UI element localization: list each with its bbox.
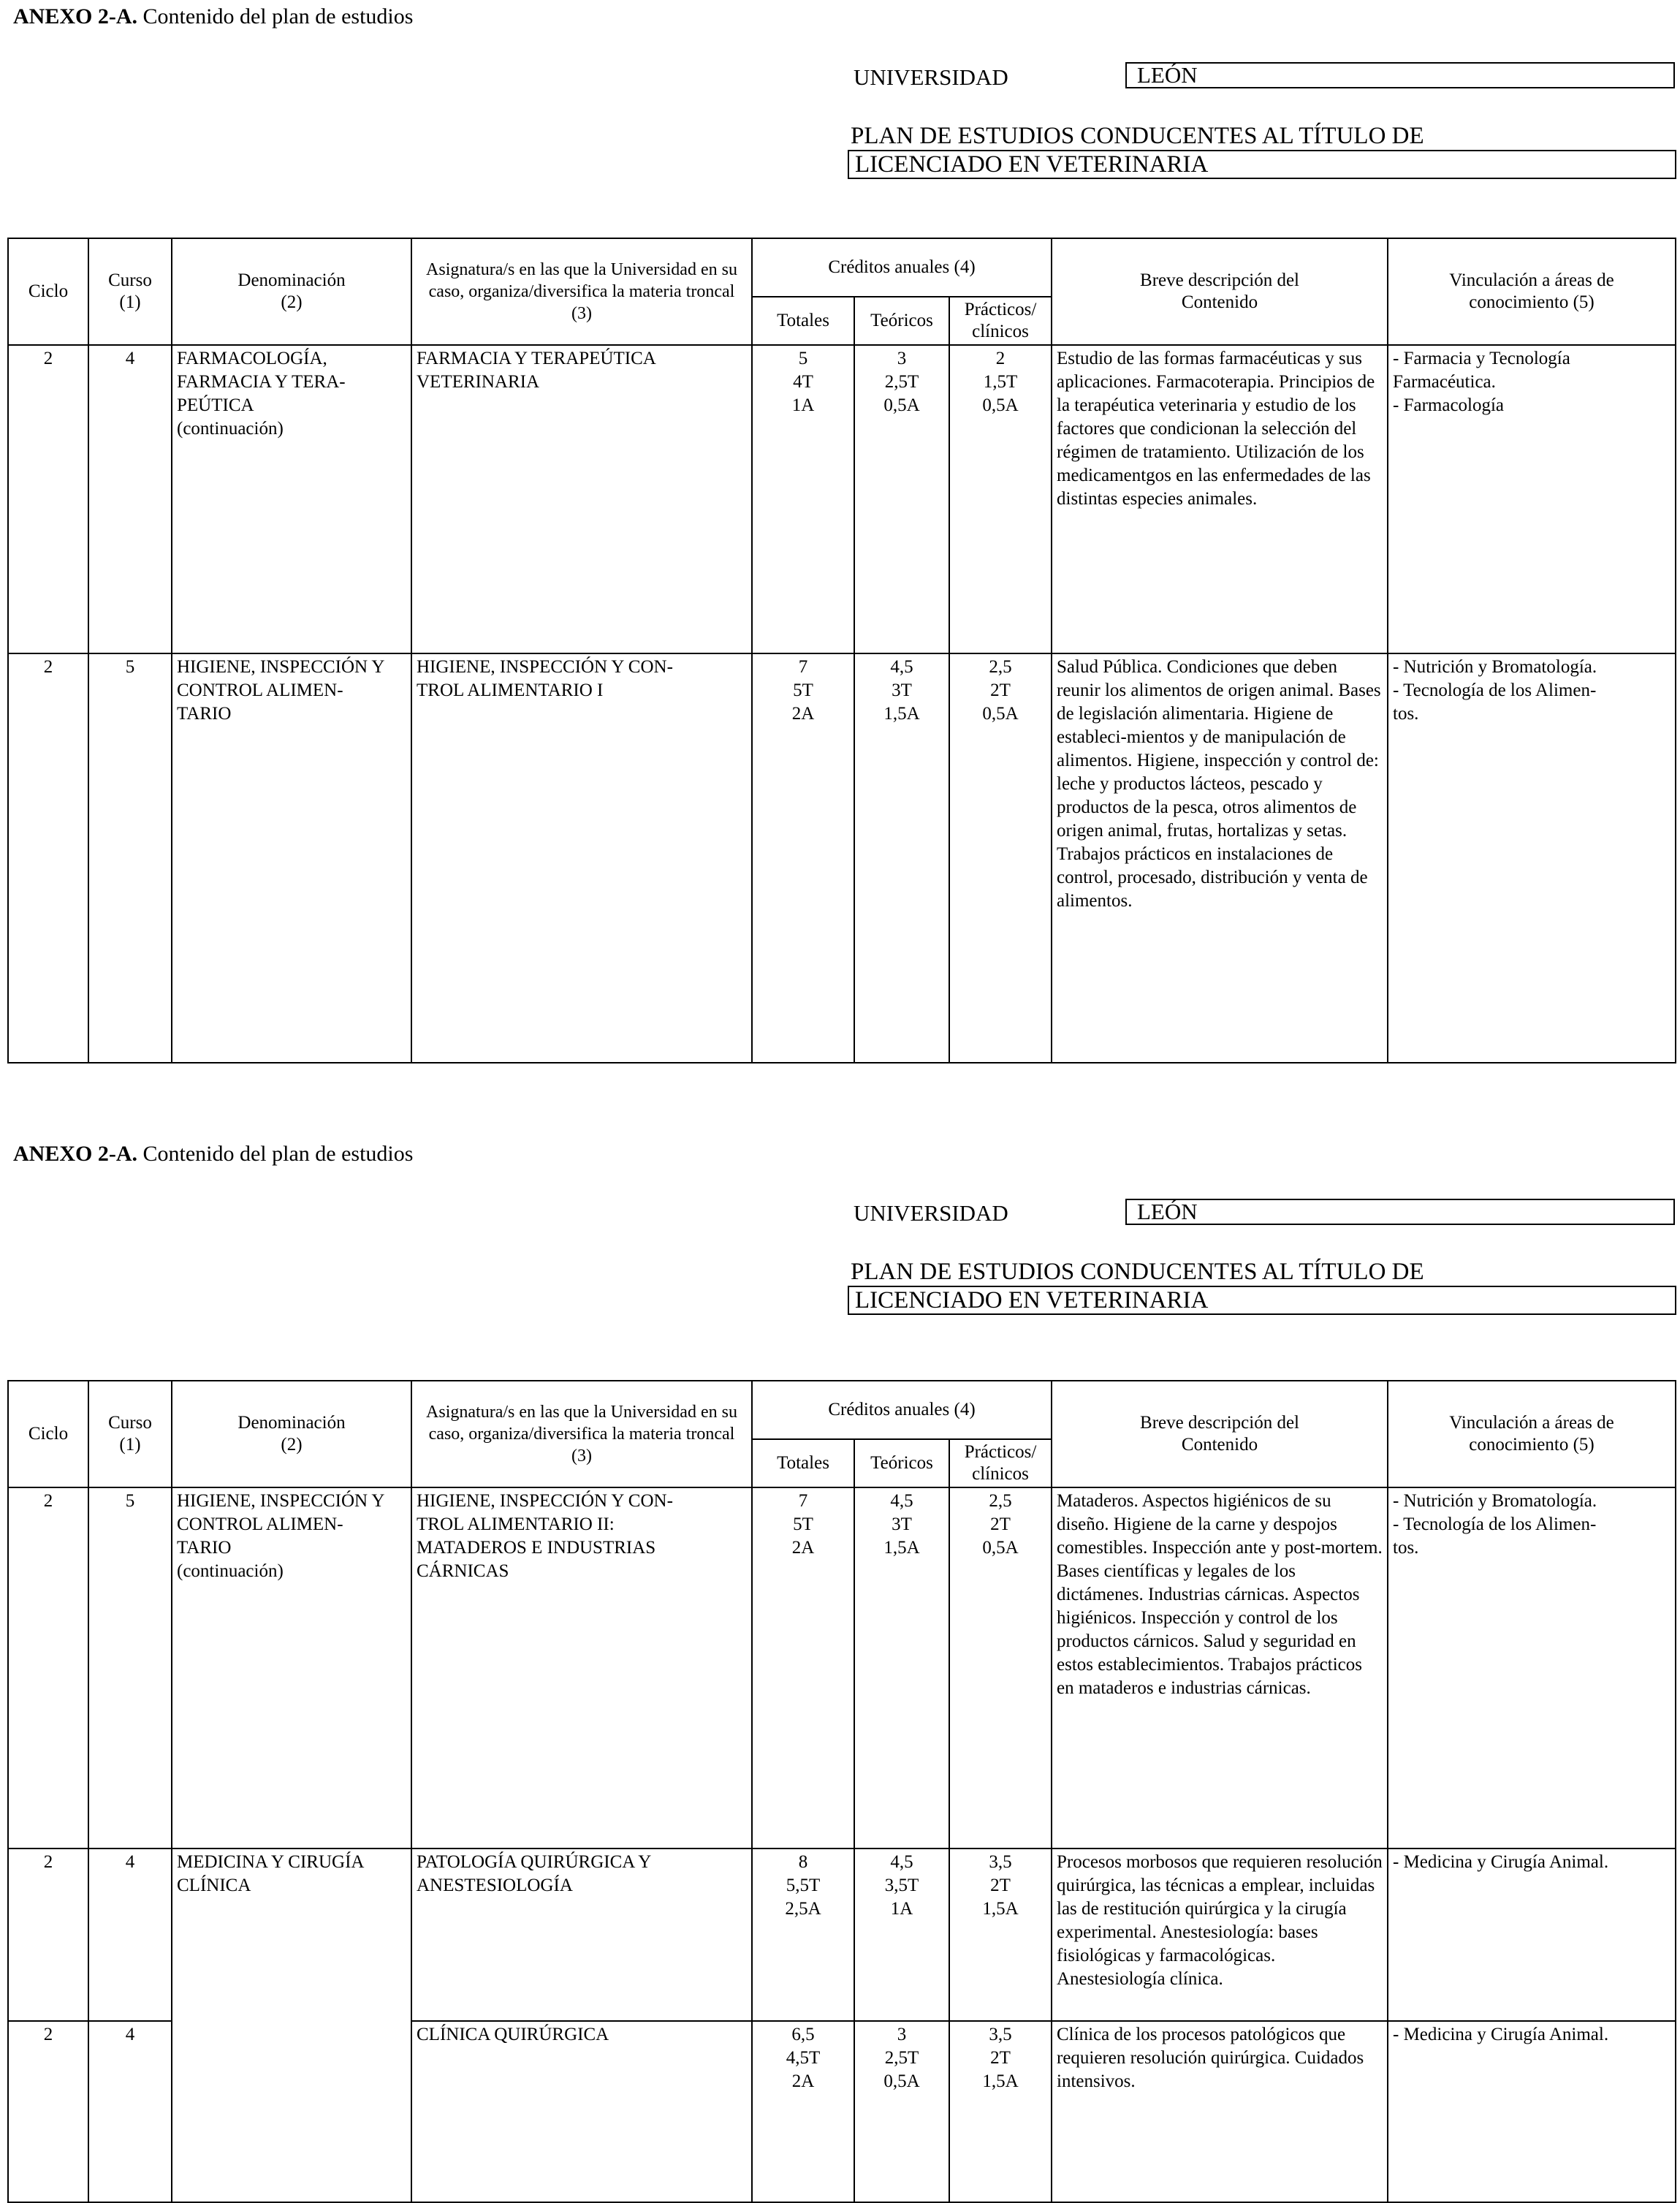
annex-label: ANEXO 2-A.: [13, 4, 137, 29]
cell-asignatura: FARMACIA Y TERAPEÚTICA VETERINARIA: [411, 345, 752, 653]
cell-asignatura: CLÍNICA QUIRÚRGICA: [411, 2021, 752, 2202]
plan-table: [7, 238, 1676, 1063]
plan-value: LICENCIADO EN VETERINARIA: [848, 150, 1676, 179]
header-denominacion: Denominación (2): [172, 1381, 411, 1487]
cell-totales: 7 5T 2A: [752, 653, 854, 1063]
cell-teoricos: 3 2,5T 0,5A: [854, 345, 949, 653]
cell-vinculacion: - Medicina y Cirugía Animal.: [1388, 2021, 1676, 2202]
cell-teoricos: 3 2,5T 0,5A: [854, 2021, 949, 2202]
header-descripcion: Breve descripción del Contenido: [1052, 238, 1388, 345]
annex-subtitle: Contenido del plan de estudios: [142, 1142, 414, 1166]
cell-totales: 7 5T 2A: [752, 1487, 854, 1849]
header-curso: Curso (1): [88, 238, 172, 345]
annex-title: [13, 1142, 413, 1167]
page-section-1: [0, 0, 1680, 1096]
header-ciclo: Ciclo: [8, 238, 88, 345]
cell-curso: 4: [88, 345, 172, 653]
table-row: [8, 1849, 1676, 2021]
header-asignatura: Asignatura/s en las que la Universidad en su caso, organiza/diversifica la materia troncal (3): [411, 1381, 752, 1487]
table-row: [8, 653, 1676, 1063]
header-vinculacion: Vinculación a áreas de conocimiento (5): [1388, 1381, 1676, 1487]
header-practicos: Prácticos/ clínicos: [949, 297, 1052, 345]
cell-ciclo: 2: [8, 345, 88, 653]
cell-curso: 5: [88, 653, 172, 1063]
header-teoricos: Teóricos: [854, 1439, 949, 1487]
cell-ciclo: 2: [8, 1487, 88, 1849]
header-totales: Totales: [752, 297, 854, 345]
plan-table: [7, 1380, 1676, 2203]
cell-denominacion: MEDICINA Y CIRUGÍA CLÍNICA: [172, 1849, 411, 2202]
cell-asignatura: PATOLOGÍA QUIRÚRGICA Y ANESTESIOLOGÍA: [411, 1849, 752, 2021]
universidad-label: UNIVERSIDAD: [854, 64, 1008, 90]
plan-label: PLAN DE ESTUDIOS CONDUCENTES AL TÍTULO DE: [851, 1259, 1424, 1285]
cell-teoricos: 4,5 3,5T 1A: [854, 1849, 949, 2021]
table-row: [8, 345, 1676, 653]
header-descripcion: Breve descripción del Contenido: [1052, 1381, 1388, 1487]
cell-asignatura: HIGIENE, INSPECCIÓN Y CON- TROL ALIMENTARIO I: [411, 653, 752, 1063]
cell-ciclo: 2: [8, 653, 88, 1063]
cell-curso: 4: [88, 2021, 172, 2202]
cell-curso: 4: [88, 1849, 172, 2021]
cell-vinculacion: - Farmacia y Tecnología Farmacéutica. - Farmacología: [1388, 345, 1676, 653]
annex-subtitle: Contenido del plan de estudios: [142, 4, 414, 29]
cell-denominacion: HIGIENE, INSPECCIÓN Y CONTROL ALIMEN- TARIO: [172, 653, 411, 1063]
cell-vinculacion: - Nutrición y Bromatología. - Tecnología de los Alimen- tos.: [1388, 1487, 1676, 1849]
plan-value: LICENCIADO EN VETERINARIA: [848, 1286, 1676, 1315]
cell-practicos: 3,5 2T 1,5A: [949, 1849, 1052, 2021]
cell-teoricos: 4,5 3T 1,5A: [854, 653, 949, 1063]
cell-curso: 5: [88, 1487, 172, 1849]
cell-descripcion: Estudio de las formas farmacéuticas y sus aplicaciones. Farmacoterapia. Principios de la terapéutica veterinaria y estudio de los factores que condicionan la selección del régimen de tratamiento. Utilización de los medicamentgos en las enfermedades de las distintas especies animales.: [1052, 345, 1388, 653]
page-section-2: [0, 1142, 1680, 2193]
cell-ciclo: 2: [8, 2021, 88, 2202]
header-practicos: Prácticos/ clínicos: [949, 1439, 1052, 1487]
header-creditos: Créditos anuales (4): [752, 238, 1052, 297]
header-ciclo: Ciclo: [8, 1381, 88, 1487]
cell-practicos: 2,5 2T 0,5A: [949, 1487, 1052, 1849]
universidad-label: UNIVERSIDAD: [854, 1200, 1008, 1226]
cell-teoricos: 4,5 3T 1,5A: [854, 1487, 949, 1849]
cell-practicos: 3,5 2T 1,5A: [949, 2021, 1052, 2202]
header-teoricos: Teóricos: [854, 297, 949, 345]
header-denominacion: Denominación (2): [172, 238, 411, 345]
universidad-value: LEÓN: [1125, 1199, 1675, 1225]
header-vinculacion: Vinculación a áreas de conocimiento (5): [1388, 238, 1676, 345]
universidad-value: LEÓN: [1125, 62, 1675, 88]
cell-totales: 6,5 4,5T 2A: [752, 2021, 854, 2202]
header-totales: Totales: [752, 1439, 854, 1487]
cell-vinculacion: - Medicina y Cirugía Animal.: [1388, 1849, 1676, 2021]
cell-denominacion: HIGIENE, INSPECCIÓN Y CONTROL ALIMEN- TARIO (continuación): [172, 1487, 411, 1849]
cell-descripcion: Clínica de los procesos patológicos que requieren resolución quirúrgica. Cuidados intensivos.: [1052, 2021, 1388, 2202]
cell-ciclo: 2: [8, 1849, 88, 2021]
annex-label: ANEXO 2-A.: [13, 1142, 137, 1166]
cell-descripcion: Mataderos. Aspectos higiénicos de su diseño. Higiene de la carne y despojos comestibles. Inspección ante y post-mortem. Bases científicas y legales de los dictámenes. Industrias cárnicas. Aspectos higiénicos. Inspección y control de los productos cárnicos. Salud y seguridad en estos establecimientos. Trabajos prácticos en mataderos e industrias cárnicas.: [1052, 1487, 1388, 1849]
cell-asignatura: HIGIENE, INSPECCIÓN Y CON- TROL ALIMENTARIO II: MATADEROS E INDUSTRIAS CÁRNICAS: [411, 1487, 752, 1849]
table-row: [8, 1487, 1676, 1849]
cell-practicos: 2 1,5T 0,5A: [949, 345, 1052, 653]
cell-descripcion: Salud Pública. Condiciones que deben reunir los alimentos de origen animal. Bases de legislación alimentaria. Higiene de estableci-mientos y de manipulación de alimentos. Higiene, inspección y control de: leche y productos lácteos, pescado y productos de la pesca, otros alimentos de origen animal, frutas, hortalizas y setas. Trabajos prácticos en instalaciones de control, procesado, distribución y venta de alimentos.: [1052, 653, 1388, 1063]
cell-totales: 5 4T 1A: [752, 345, 854, 653]
cell-practicos: 2,5 2T 0,5A: [949, 653, 1052, 1063]
cell-totales: 8 5,5T 2,5A: [752, 1849, 854, 2021]
header-curso: Curso (1): [88, 1381, 172, 1487]
cell-vinculacion: - Nutrición y Bromatología. - Tecnología de los Alimen- tos.: [1388, 653, 1676, 1063]
plan-label: PLAN DE ESTUDIOS CONDUCENTES AL TÍTULO DE: [851, 123, 1424, 149]
annex-title: [13, 4, 413, 29]
cell-descripcion: Procesos morbosos que requieren resolución quirúrgica, las técnicas a emplear, incluidas las de restitución quirúrgica y la cirugía experimental. Anestesiología: bases fisiológicas y farmacológicas. Anestesiología clínica.: [1052, 1849, 1388, 2021]
header-asignatura: Asignatura/s en las que la Universidad en su caso, organiza/diversifica la materia troncal (3): [411, 238, 752, 345]
cell-denominacion: FARMACOLOGÍA, FARMACIA Y TERA- PEÚTICA (continuación): [172, 345, 411, 653]
header-creditos: Créditos anuales (4): [752, 1381, 1052, 1439]
